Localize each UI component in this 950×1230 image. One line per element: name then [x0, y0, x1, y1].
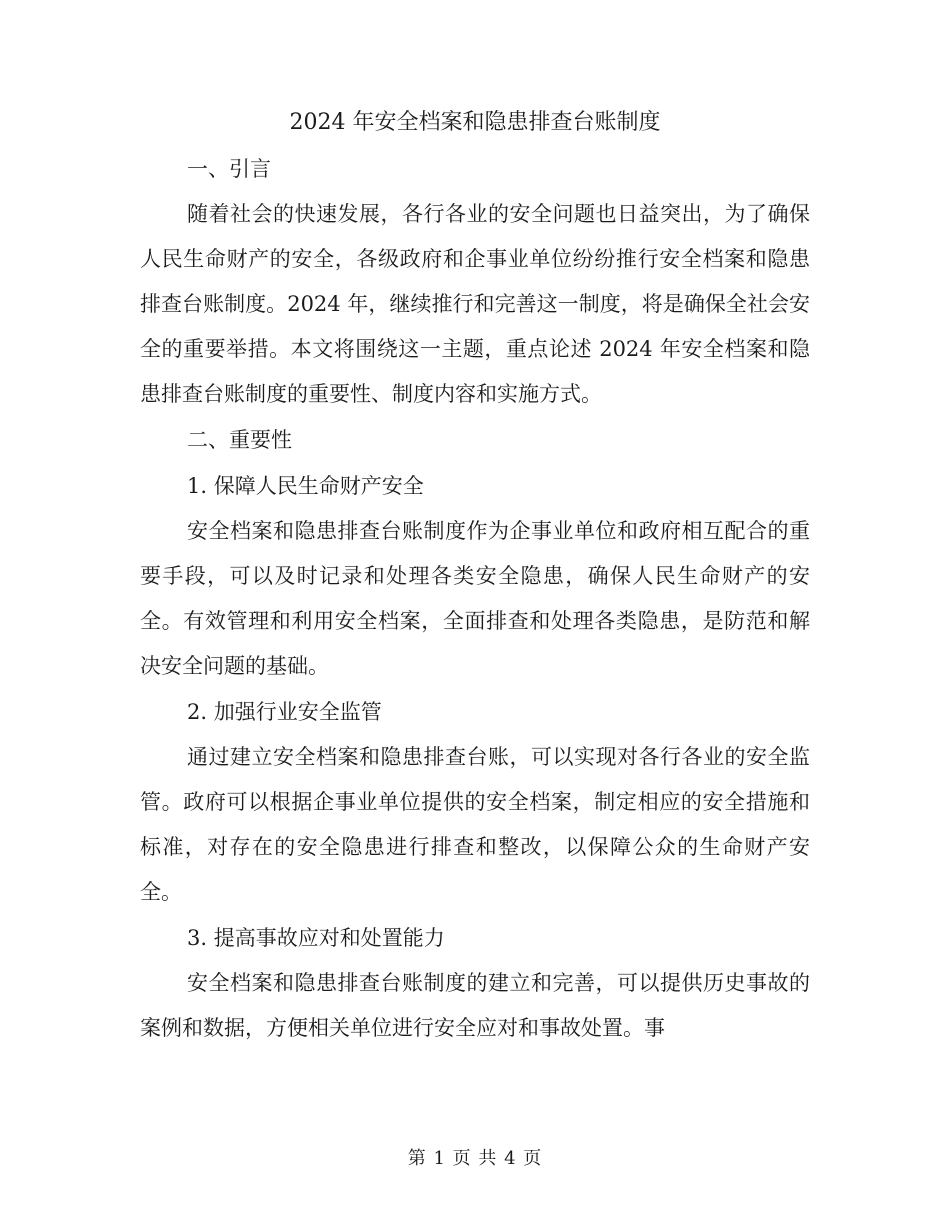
- subsection-paragraph-3: 安全档案和隐患排查台账制度的建立和完善，可以提供历史事故的案例和数据，方便相关单位进行安全应对和事故处置。事: [140, 971, 810, 1040]
- introduction-paragraph: 随着社会的快速发展，各行各业的安全问题也日益突出，为了确保人民生命财产的安全，各级政府和企事业单位纷纷推行安全档案和隐患排查台账制度。2024 年，继续推行和完善这一制度，将是确保全社会安全的重要举措。本文将围绕这一主题，重点论述 2024 年安全档案和隐患排查台账制度的重要性、制度内容和实施方式。: [140, 202, 810, 406]
- section-heading-importance: 二、重要性: [187, 428, 292, 452]
- document-title: 2024 年安全档案和隐患排查台账制度: [289, 110, 661, 135]
- subsection-heading-3: 3. 提高事故应对和处置能力: [187, 926, 445, 950]
- subsection-paragraph-2: 通过建立安全档案和隐患排查台账，可以实现对各行各业的安全监管。政府可以根据企事业单位提供的安全档案，制定相应的安全措施和标准，对存在的安全隐患进行排查和整改，以保障公众的生命财产安全。: [140, 745, 810, 904]
- section-heading-introduction: 一、引言: [187, 157, 271, 181]
- document-page: [140, 100, 810, 1051]
- page-number-footer: 第 1 页 共 4 页: [407, 1148, 543, 1169]
- subsection-paragraph-1: 安全档案和隐患排查台账制度作为企事业单位和政府相互配合的重要手段，可以及时记录和处理各类安全隐患，确保人民生命财产的安全。有效管理和利用安全档案，全面排查和处理各类隐患，是防范和解决安全问题的基础。: [140, 519, 810, 678]
- subsection-heading-2: 2. 加强行业安全监管: [187, 700, 382, 724]
- subsection-heading-1: 1. 保障人民生命财产安全: [187, 474, 424, 498]
